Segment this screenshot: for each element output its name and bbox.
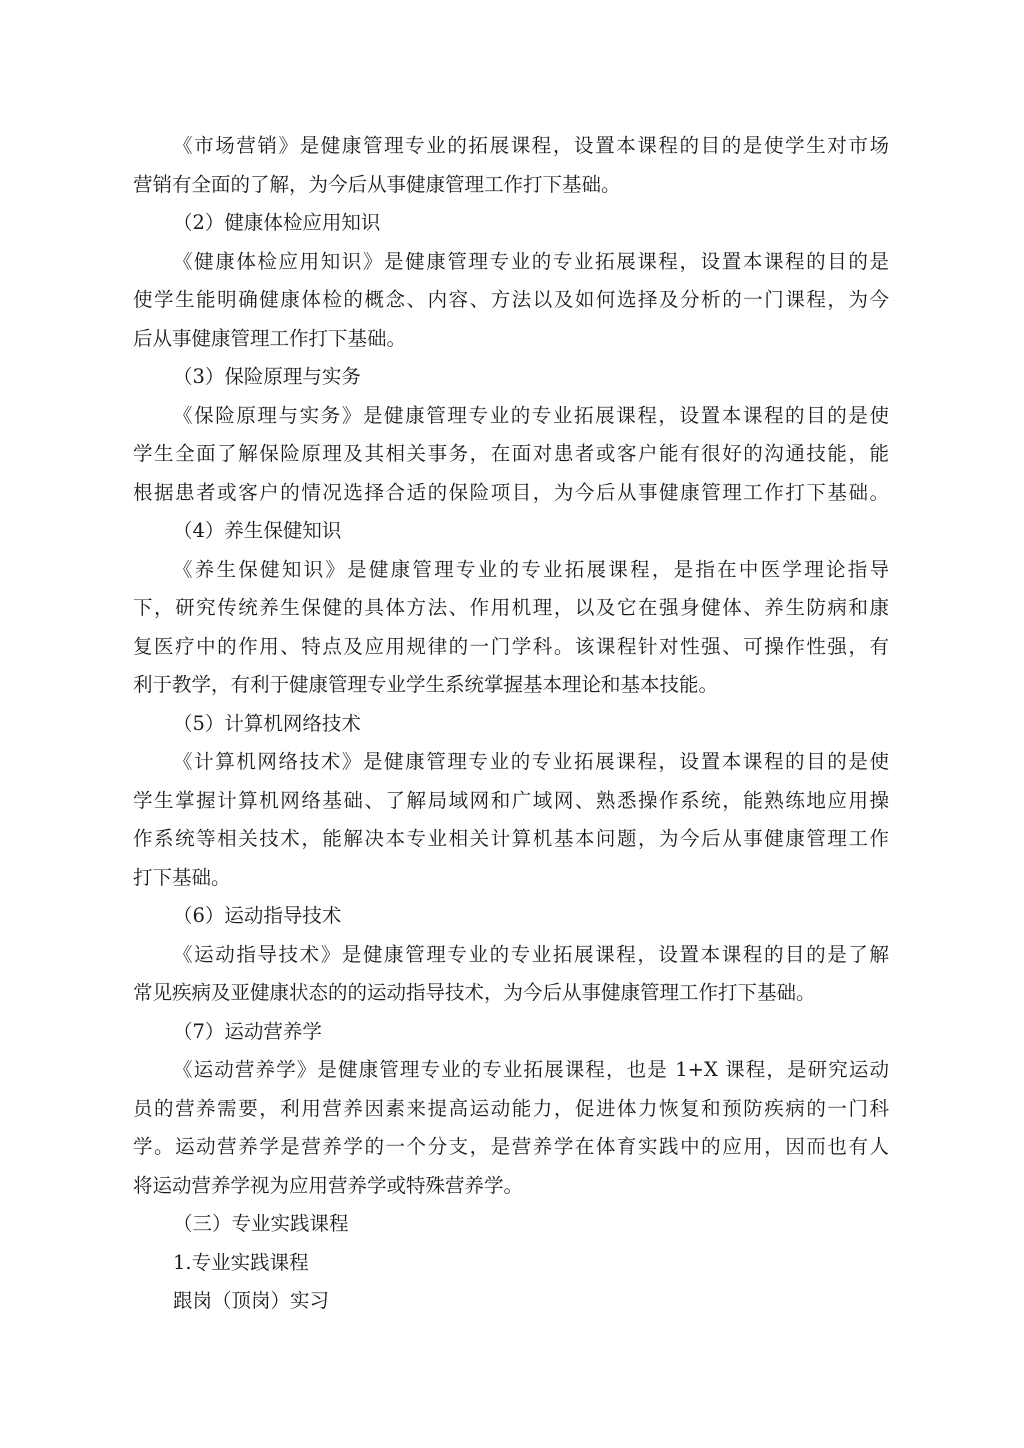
section-heading: （5）计算机网络技术 [173, 711, 361, 735]
section-heading: 跟岗（顶岗）实习 [173, 1289, 330, 1312]
paragraph-line: 复医疗中的作用、特点及应用规律的一门学科。该课程针对性强、可操作性强，有 [133, 634, 889, 658]
paragraph-line: 营销有全面的了解，为今后从事健康管理工作打下基础。 [133, 172, 621, 196]
paragraph-line: 将运动营养学视为应用营养学或特殊营养学。 [133, 1173, 524, 1197]
paragraph-line: 后从事健康管理工作打下基础。 [133, 326, 407, 350]
paragraph-line: 《运动营养学》是健康管理专业的专业拓展课程，也是 1+X 课程，是研究运动 [173, 1058, 889, 1081]
paragraph-line: 《健康体检应用知识》是健康管理专业的专业拓展课程，设置本课程的目的是 [173, 249, 889, 273]
paragraph-line: 作系统等相关技术，能解决本专业相关计算机基本问题，为今后从事健康管理工作 [133, 827, 889, 850]
section-heading: （4）养生保健知识 [173, 519, 342, 542]
paragraph-line: 《运动指导技术》是健康管理专业的专业拓展课程，设置本课程的目的是了解 [173, 942, 889, 966]
paragraph-line: 根据患者或客户的情况选择合适的保险项目，为今后从事健康管理工作打下基础。 [133, 480, 889, 504]
section-heading: （7）运动营养学 [173, 1019, 322, 1043]
paragraph-line: 利于教学，有利于健康管理专业学生系统掌握基本理论和基本技能。 [133, 673, 719, 696]
paragraph-line: 下，研究传统养生保健的具体方法、作用机理，以及它在强身健体、养生防病和康 [133, 596, 889, 619]
paragraph-line: 常见疾病及亚健康状态的的运动指导技术，为今后从事健康管理工作打下基础。 [133, 981, 816, 1004]
paragraph-line: 学生掌握计算机网络基础、了解局域网和广域网、熟悉操作系统，能熟练地应用操 [133, 788, 889, 812]
section-heading: 1.专业实践课程 [173, 1250, 309, 1274]
paragraph-line: 《保险原理与实务》是健康管理专业的专业拓展课程，设置本课程的目的是使 [173, 403, 889, 427]
paragraph-line: 《养生保健知识》是健康管理专业的专业拓展课程，是指在中医学理论指导 [173, 557, 889, 581]
paragraph-line: 《市场营销》是健康管理专业的拓展课程，设置本课程的目的是使学生对市场 [173, 134, 889, 157]
paragraph-line: 学。运动营养学是营养学的一个分支，是营养学在体育实践中的应用，因而也有人 [133, 1135, 889, 1158]
paragraph-line: 学生全面了解保险原理及其相关事务，在面对患者或客户能有很好的沟通技能，能 [133, 442, 889, 465]
paragraph-line: 《计算机网络技术》是健康管理专业的专业拓展课程，设置本课程的目的是使 [173, 750, 889, 773]
section-heading: （3）保险原理与实务 [173, 365, 361, 388]
section-heading: （6）运动指导技术 [173, 904, 342, 927]
section-heading: （2）健康体检应用知识 [173, 211, 381, 234]
document-body [133, 127, 889, 1321]
paragraph-line: 使学生能明确健康体检的概念、内容、方法以及如何选择及分析的一门课程，为今 [133, 288, 889, 311]
paragraph-line: 打下基础。 [133, 865, 231, 889]
section-heading: （三）专业实践课程 [173, 1212, 349, 1235]
paragraph-line: 员的营养需要，利用营养因素来提高运动能力，促进体力恢复和预防疾病的一门科 [133, 1096, 889, 1120]
